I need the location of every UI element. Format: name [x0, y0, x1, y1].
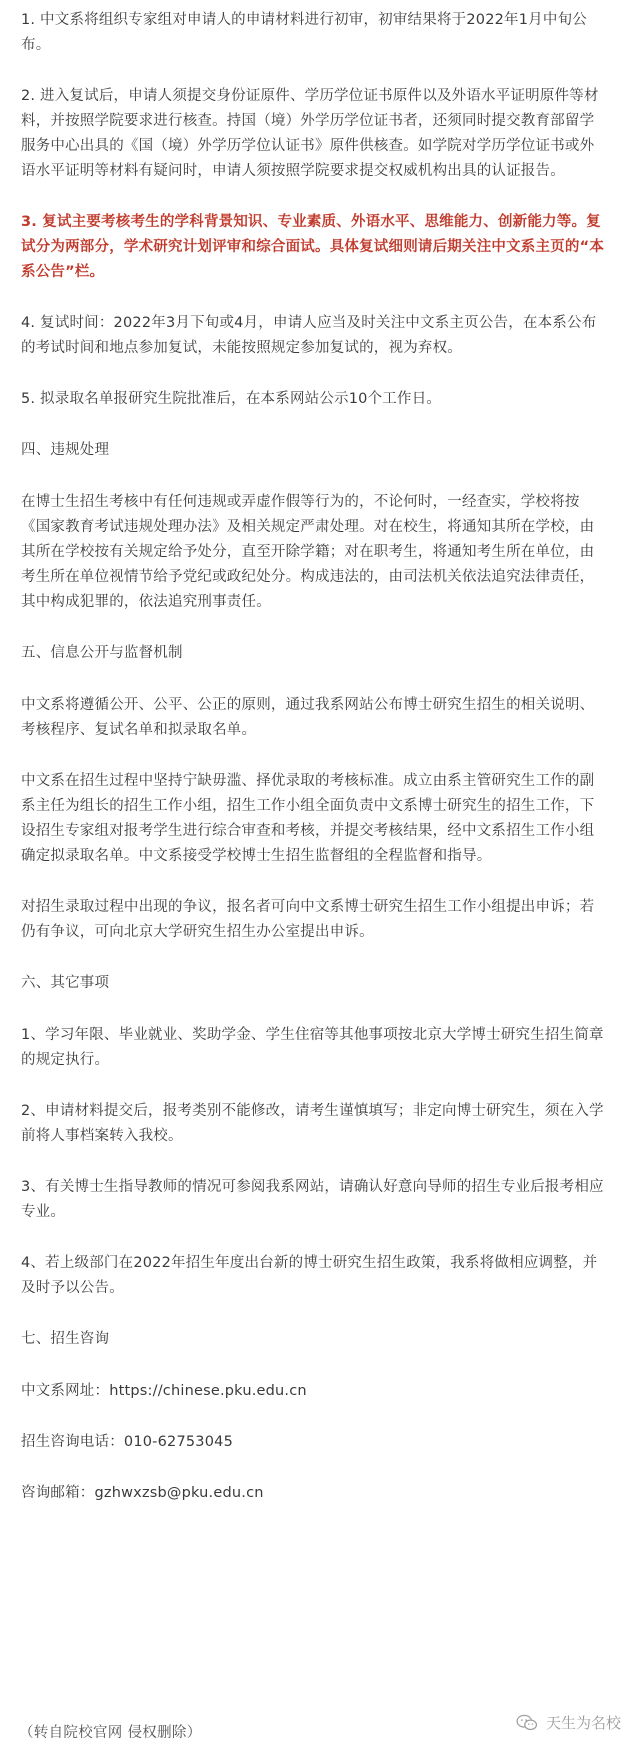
wechat-icon [516, 1714, 538, 1732]
section-heading: 六、其它事项 [21, 975, 110, 991]
paragraph: 1. 中文系将组织专家组对申请人的申请材料进行初审，初审结果将于2022年1月中旬公布。 [21, 12, 587, 53]
paragraph: 咨询邮箱：gzhwxzsb@pku.edu.cn [21, 1485, 264, 1501]
section-heading: 七、招生咨询 [21, 1331, 110, 1347]
footer [0, 1712, 629, 1749]
section-heading: 四、违规处理 [21, 442, 110, 458]
paragraph: 3. 复试主要考核考生的学科背景知识、专业素质、外语水平、思维能力、创新能力等。复试分为两部分，学术研究计划评审和综合面试。具体复试细则请后期关注中文系主页的“本系公告”栏。 [21, 214, 605, 280]
watermark-text: 天生为名校 [545, 1714, 621, 1732]
paragraph: 在博士生招生考核中有任何违规或弄虚作假等行为的，不论何时，一经查实，学校将按《国家教育考试违规处理办法》及相关规定严肃处理。对在校生，将通知其所在学校，由其所在学校按有关规定给予处分，直至开除学籍；对在职考生，将通知考生所在单位，由考生所在单位视情节给予党纪或政纪处分。构成违法的，由司法机关依法追究法律责任，其中构成犯罪的，依法追究刑事责任。 [21, 494, 595, 610]
paragraph: 中文系网址：https://chinese.pku.edu.cn [21, 1383, 307, 1399]
paragraph: 2. 进入复试后，申请人须提交身份证原件、学历学位证书原件以及外语水平证明原件等材料，并按照学院要求进行核查。持国（境）外学历学位证书者，还须同时提交教育部留学服务中心出具的《国（境）外学历学位认证书》原件供核查。如学院对学历学位证书或外语水平证明等材料有疑问时，申请人须按照学院要求提交权威机构出具的认证报告。 [21, 88, 599, 179]
paragraph: 对招生录取过程中出现的争议，报名者可向中文系博士研究生招生工作小组提出申诉；若仍有争议，可向北京大学研究生招生办公室提出申诉。 [21, 899, 595, 940]
paragraph: 3、有关博士生指导教师的情况可参阅我系网站，请确认好意向导师的招生专业后报考相应专业。 [21, 1179, 604, 1220]
paragraph: 中文系在招生过程中坚持宁缺毋滥、择优录取的考核标准。成立由系主管研究生工作的副系主任为组长的招生工作小组，招生工作小组全面负责中文系博士研究生的招生工作，下设招生专家组对报考学生进行综合审查和考核，并提交考核结果，经中文系招生工作小组确定拟录取名单。中文系接受学校博士生招生监督组的全程监督和指导。 [21, 773, 595, 864]
paragraph: 中文系将遵循公开、公平、公正的原则，通过我系网站公布博士研究生招生的相关说明、考核程序、复试名单和拟录取名单。 [21, 697, 595, 738]
paragraph: 5. 拟录取名单报研究生院批准后，在本系网站公示10个工作日。 [21, 391, 442, 407]
paragraph: 4. 复试时间：2022年3月下旬或4月，申请人应当及时关注中文系主页公告，在本系公布的考试时间和地点参加复试，未能按照规定参加复试的，视为弃权。 [21, 315, 597, 356]
paragraph: 2、申请材料提交后，报考类别不能修改，请考生谨慎填写；非定向博士研究生，须在入学前将人事档案转入我校。 [21, 1103, 604, 1144]
source-note: （转自院校官网 侵权删除） [19, 1725, 202, 1741]
watermark [516, 1712, 621, 1733]
paragraph: 1、学习年限、毕业就业、奖助学金、学生住宿等其他事项按北京大学博士研究生招生简章的规定执行。 [21, 1027, 604, 1068]
paragraph: 4、若上级部门在2022年招生年度出台新的博士研究生招生政策，我系将做相应调整，并及时予以公告。 [21, 1255, 598, 1296]
paragraph: 招生咨询电话：010-62753045 [21, 1434, 234, 1450]
section-heading: 五、信息公开与监督机制 [21, 645, 183, 661]
